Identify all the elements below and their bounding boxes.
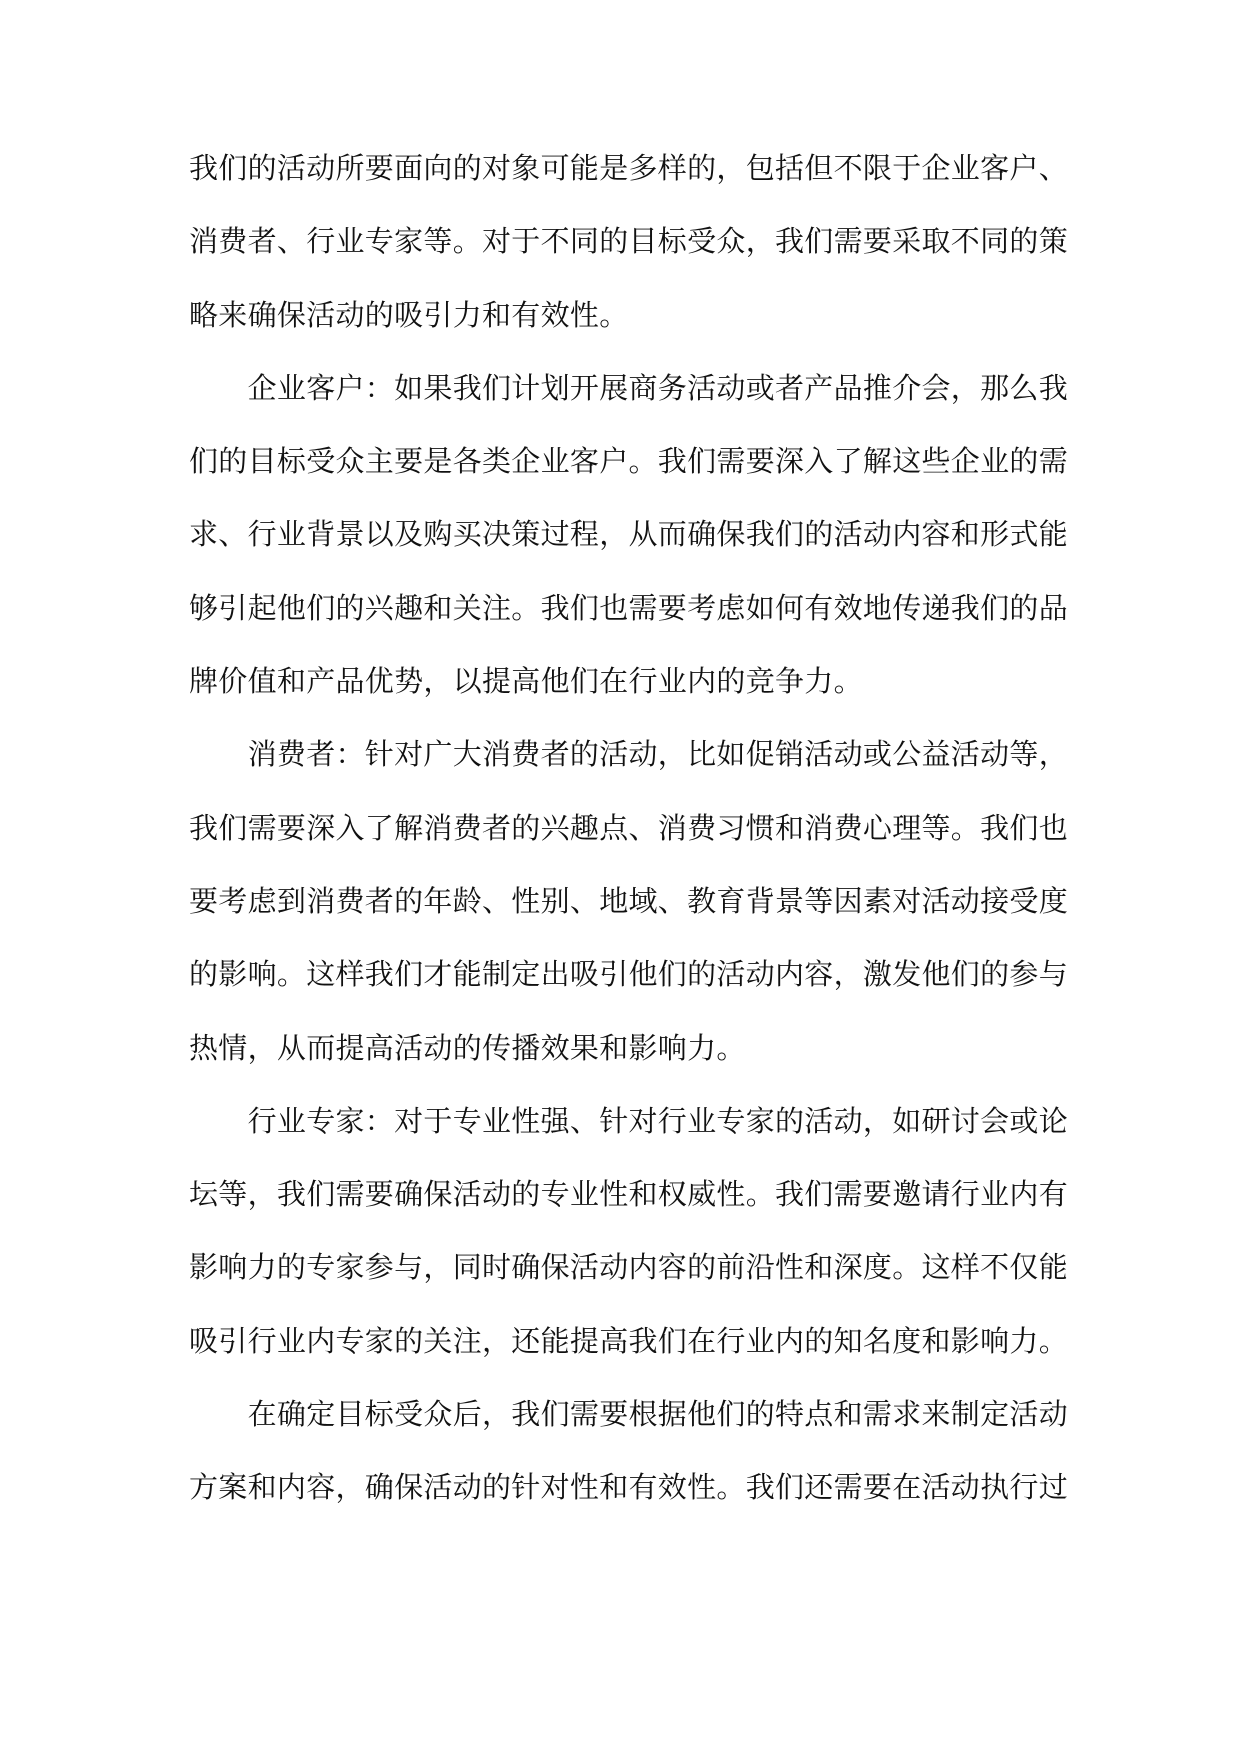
text-line: 行业专家：对于专业性强、针对行业专家的活动，如研讨会或论 <box>189 1103 1069 1138</box>
text-line: 求、行业背景以及购买决策过程，从而确保我们的活动内容和形式能 <box>189 517 1069 552</box>
text-line: 消费者：针对广大消费者的活动，比如促销活动或公益活动等， <box>189 737 1069 772</box>
text-line: 们的目标受众主要是各类企业客户。我们需要深入了解这些企业的需 <box>189 444 1069 479</box>
text-line: 热情，从而提高活动的传播效果和影响力。 <box>189 1030 746 1065</box>
text-line: 消费者、行业专家等。对于不同的目标受众，我们需要采取不同的策 <box>189 224 1069 259</box>
text-line: 牌价值和产品优势，以提高他们在行业内的竞争力。 <box>189 664 863 699</box>
text-line: 在确定目标受众后，我们需要根据他们的特点和需求来制定活动 <box>189 1397 1069 1432</box>
text-line: 的影响。这样我们才能制定出吸引他们的活动内容，激发他们的参与 <box>189 957 1069 992</box>
document-body <box>189 132 1069 1525</box>
text-line: 我们的活动所要面向的对象可能是多样的，包括但不限于企业客户、 <box>189 151 1069 185</box>
text-line: 影响力的专家参与，同时确保活动内容的前沿性和深度。这样不仅能 <box>189 1250 1069 1285</box>
text-line: 企业客户：如果我们计划开展商务活动或者产品推介会，那么我 <box>189 370 1069 405</box>
text-line: 够引起他们的兴趣和关注。我们也需要考虑如何有效地传递我们的品 <box>189 590 1069 625</box>
text-line: 略来确保活动的吸引力和有效性。 <box>189 297 629 332</box>
text-line: 坛等，我们需要确保活动的专业性和权威性。我们需要邀请行业内有 <box>189 1177 1069 1212</box>
text-line: 我们需要深入了解消费者的兴趣点、消费习惯和消费心理等。我们也 <box>189 810 1069 845</box>
text-line: 要考虑到消费者的年龄、性别、地域、教育背景等因素对活动接受度 <box>189 883 1069 918</box>
text-line: 吸引行业内专家的关注，还能提高我们在行业内的知名度和影响力。 <box>189 1323 1069 1358</box>
text-line: 方案和内容，确保活动的针对性和有效性。我们还需要在活动执行过 <box>189 1470 1069 1505</box>
